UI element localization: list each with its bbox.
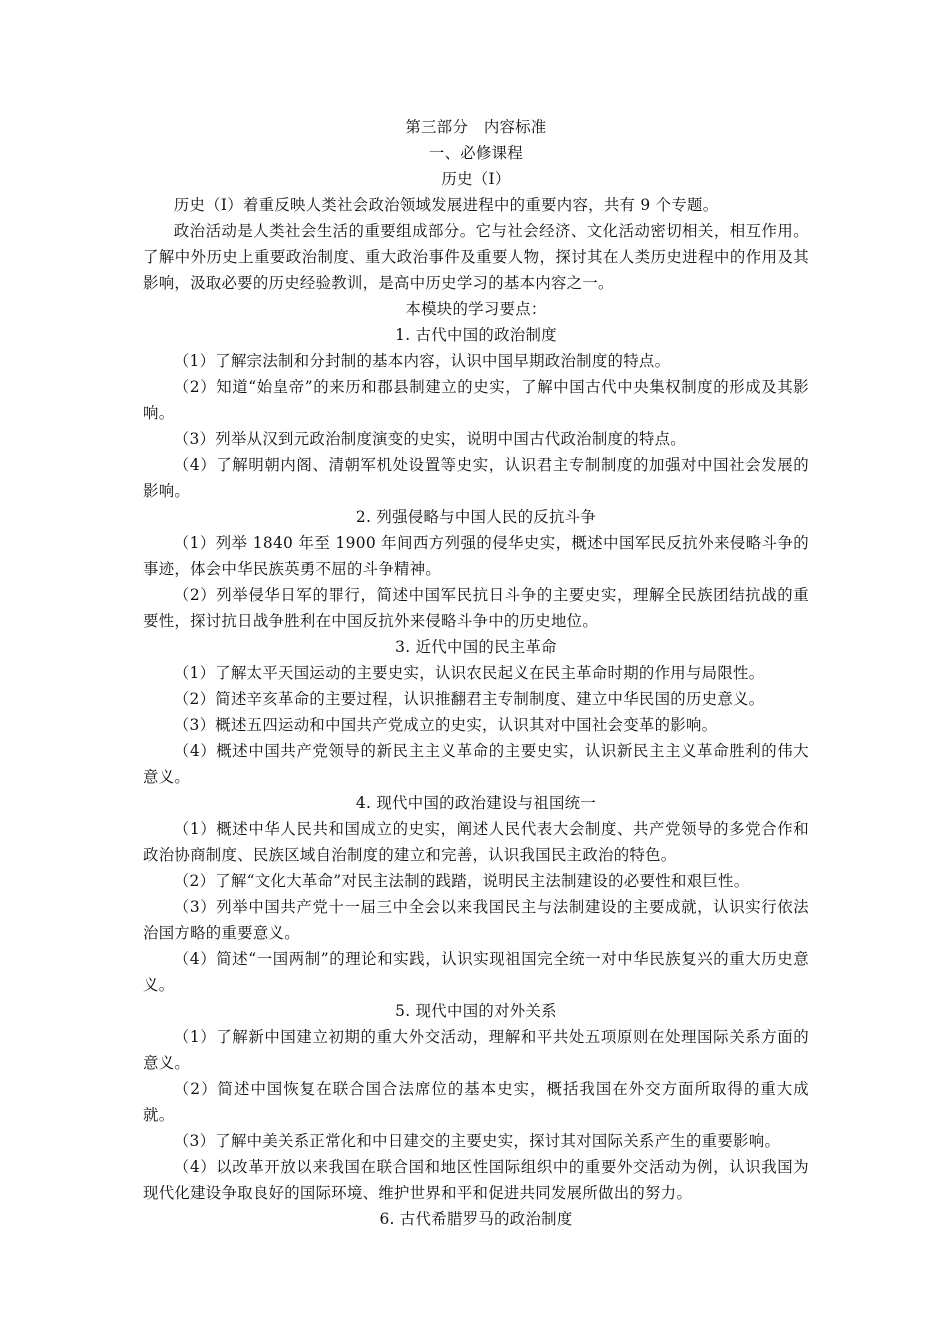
intro-paragraph: 历史（Ⅰ）着重反映人类社会政治领域发展进程中的重要内容，共有 9 个专题。 bbox=[173, 196, 719, 214]
topic-item: （1）了解宗法制和分封制的基本内容，认识中国早期政治制度的特点。 bbox=[173, 352, 671, 370]
topic-item: （2）列举侵华日军的罪行，简述中国军民抗日斗争的主要史实，理解全民族团结抗战的重要性，探讨抗日战争胜利在中国反抗外来侵略斗争中的历史地位。 bbox=[143, 586, 809, 630]
topic-item: （1）了解太平天国运动的主要史实，认识农民起义在民主革命时期的作用与局限性。 bbox=[173, 664, 765, 682]
topic-title: 2. 列强侵略与中国人民的反抗斗争 bbox=[355, 508, 597, 526]
topic-item: （1）概述中华人民共和国成立的史实，阐述人民代表大会制度、共产党领导的多党合作和政治协商制度、民族区域自治制度的建立和完善，认识我国民主政治的特色。 bbox=[143, 820, 809, 864]
intro-paragraph: 政治活动是人类社会生活的重要组成部分。它与社会经济、文化活动密切相关，相互作用。了解中外历史上重要政治制度、重大政治事件及重要人物，探讨其在人类历史进程中的作用及其影响，汲取必要的历史经验教训，是高中历史学习的基本内容之一。 bbox=[143, 222, 809, 292]
topic-title: 3. 近代中国的民主革命 bbox=[395, 638, 557, 656]
part-heading: 第三部分 内容标准 bbox=[405, 118, 547, 136]
topic-title: 1. 古代中国的政治制度 bbox=[395, 326, 557, 344]
topic-item: （2）知道“始皇帝”的来历和郡县制建立的史实，了解中国古代中央集权制度的形成及其影响。 bbox=[143, 378, 809, 422]
topic-item: （2）简述辛亥革命的主要过程，认识推翻君主专制制度、建立中华民国的历史意义。 bbox=[173, 690, 765, 708]
topic-title: 4. 现代中国的政治建设与祖国统一 bbox=[355, 794, 597, 812]
topic-item: （2）了解“文化大革命”对民主法制的践踏，说明民主法制建设的必要性和艰巨性。 bbox=[173, 872, 750, 890]
module-heading: 历史（Ⅰ） bbox=[441, 170, 511, 188]
key-points-title: 本模块的学习要点： bbox=[405, 300, 547, 318]
topic-item: （3）概述五四运动和中国共产党成立的史实，认识其对中国社会变革的影响。 bbox=[173, 716, 718, 734]
topic-title: 6. 古代希腊罗马的政治制度 bbox=[379, 1210, 573, 1228]
topic-item: （4）以改革开放以来我国在联合国和地区性国际组织中的重要外交活动为例，认识我国为现代化建设争取良好的国际环境、维护世界和平和促进共同发展所做出的努力。 bbox=[143, 1158, 809, 1202]
topic-item: （3）了解中美关系正常化和中日建交的主要史实，探讨其对国际关系产生的重要影响。 bbox=[173, 1132, 781, 1150]
topic-item: （3）列举从汉到元政治制度演变的史实，说明中国古代政治制度的特点。 bbox=[173, 430, 686, 448]
course-heading: 一、必修课程 bbox=[428, 144, 524, 162]
topic-item: （4）简述“一国两制”的理论和实践，认识实现祖国完全统一对中华民族复兴的重大历史意义。 bbox=[143, 950, 809, 994]
topic-item: （1）了解新中国建立初期的重大外交活动，理解和平共处五项原则在处理国际关系方面的意义。 bbox=[143, 1028, 809, 1072]
topic-item: （1）列举 1840 年至 1900 年间西方列强的侵华史实，概述中国军民反抗外来侵略斗争的事迹，体会中华民族英勇不屈的斗争精神。 bbox=[143, 534, 809, 578]
topic-item: （2）简述中国恢复在联合国合法席位的基本史实，概括我国在外交方面所取得的重大成就。 bbox=[143, 1080, 809, 1124]
topic-title: 5. 现代中国的对外关系 bbox=[395, 1002, 557, 1020]
topic-item: （4）概述中国共产党领导的新民主主义革命的主要史实，认识新民主主义革命胜利的伟大意义。 bbox=[143, 742, 809, 786]
topic-item: （3）列举中国共产党十一届三中全会以来我国民主与法制建设的主要成就，认识实行依法治国方略的重要意义。 bbox=[143, 898, 809, 942]
document-page bbox=[143, 114, 809, 1232]
topic-item: （4）了解明朝内阁、清朝军机处设置等史实，认识君主专制制度的加强对中国社会发展的影响。 bbox=[143, 456, 809, 500]
